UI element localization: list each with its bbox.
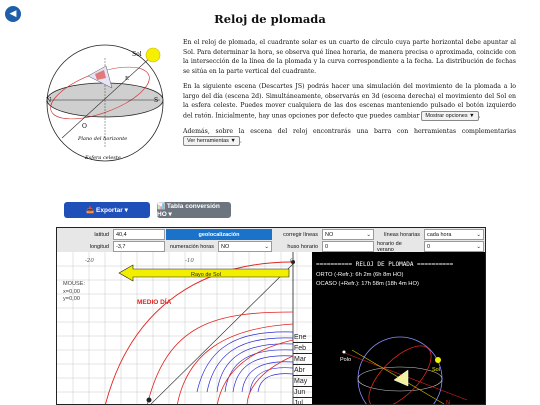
chevron-down-icon: ⌄ bbox=[476, 243, 481, 250]
show-tools-button[interactable]: Ver herramientas ▼ bbox=[183, 136, 240, 146]
scene-2d[interactable] bbox=[57, 252, 312, 405]
tick-neg10: -10 bbox=[185, 258, 194, 264]
month-label: Feb bbox=[293, 344, 313, 354]
sun-icon bbox=[146, 48, 160, 62]
month-label: May bbox=[293, 377, 313, 387]
longitude-label: longitud bbox=[89, 243, 109, 250]
month-label: Jul bbox=[293, 399, 313, 405]
month-label: Jun bbox=[293, 388, 313, 398]
latitude-label: latitud bbox=[94, 231, 109, 238]
pole-label: Polo bbox=[340, 357, 352, 363]
plumb-line bbox=[149, 264, 293, 405]
scene-3d[interactable] bbox=[312, 252, 486, 405]
mouse-readout: MOUSE: x=0,00 y=0,00 bbox=[63, 281, 86, 302]
sun-label: Sol bbox=[132, 51, 142, 58]
plumb-bob bbox=[147, 398, 152, 403]
sunrise-readout: ORTO (-Refr.): 6h 2m (6h 8m HO) bbox=[316, 272, 404, 278]
hour-numbering-label: numeración horas bbox=[169, 243, 214, 250]
hour-lines-select[interactable]: cada hora ⌄ bbox=[424, 229, 484, 240]
time-zone-input[interactable]: 0 bbox=[322, 241, 374, 252]
correct-lines-label: corregir líneas bbox=[283, 231, 318, 238]
paragraph-3: Además, sobre la escena del reloj encontrarás una barra con herramientas complementarias Ver herramientas ▼ . bbox=[183, 127, 516, 145]
chevron-down-icon: ⌄ bbox=[264, 243, 269, 250]
dial-3d bbox=[394, 370, 408, 386]
geolocation-button[interactable]: geolocalización bbox=[166, 229, 272, 240]
simulation-scene[interactable] bbox=[56, 227, 486, 405]
hour-numbering-select[interactable]: NO ⌄ bbox=[218, 241, 272, 252]
month-label: Mar bbox=[293, 355, 313, 365]
pole-point bbox=[343, 351, 346, 354]
north-label-3d: N bbox=[446, 400, 450, 405]
noon-label: MEDIO DÍA bbox=[137, 299, 172, 306]
paragraph-1: En el reloj de plomada, el cuadrante solar es un cuarto de círculo cuya parte horizontal debe apuntar al Sol. Para determinar la hora, se observa qué línea horaria, de manera precisa o aproximada, coincide con la intersección de la línea de la plomada y la curva correspondiente a la fecha. La distribución de fechas se sitúa en la parte vertical del cuadrante. bbox=[183, 39, 516, 75]
control-bar bbox=[57, 228, 486, 252]
north-label: N bbox=[46, 97, 52, 104]
tick-0: 0 bbox=[290, 258, 294, 264]
correct-lines-select[interactable]: NO ⌄ bbox=[322, 229, 374, 240]
sphere-label: Esfera celeste bbox=[85, 155, 121, 161]
date-curves bbox=[197, 332, 293, 392]
summer-time-select[interactable]: 0 ⌄ bbox=[424, 241, 484, 252]
paragraph-2: En la siguiente escena (Descartes JS) podrás hacer una simulación del movimiento de la plomada a lo largo del día (escena 2d). Simultáneamente, observarás en 3d (escena derecha) el movimiento del Sol en la esfera celeste. Puedes mover cualquiera de las dos escenas manteniendo pulsado el botón izquierdo del ratón. Inicialmente, hay unas opciones por defecto que puedes cambiar Mostrar opciones ▼ . bbox=[183, 83, 516, 119]
arrow-left-icon: ◀ bbox=[9, 9, 17, 19]
summer-time-label: horario de verano bbox=[377, 240, 402, 253]
chevron-down-icon: ⌄ bbox=[366, 231, 371, 238]
description-text bbox=[183, 38, 516, 152]
east-label: E bbox=[125, 76, 130, 82]
show-options-button[interactable]: Mostrar opciones ▼ bbox=[421, 111, 478, 121]
west-label: O bbox=[82, 123, 87, 130]
sun-label-3d: Sol bbox=[432, 367, 440, 373]
hour-lines-label: líneas horarias bbox=[383, 231, 420, 238]
ray-label: Rayo de Sol bbox=[191, 272, 221, 278]
celestial-sphere-3d bbox=[358, 337, 442, 405]
month-label: Ene bbox=[293, 333, 313, 343]
horizon-label: Plano del horizonte bbox=[78, 136, 128, 142]
export-button[interactable]: 📥 Exportar ▾ bbox=[64, 202, 150, 218]
south-label: S bbox=[154, 97, 159, 104]
chevron-down-icon: ⌄ bbox=[476, 231, 481, 238]
sun-icon bbox=[435, 357, 441, 363]
conversion-table-button[interactable]: 📊 Tabla conversión HO ▾ bbox=[157, 202, 231, 218]
latitude-input[interactable]: 40,4 bbox=[113, 229, 165, 240]
scene3d-title: ========== RELOJ DE PLOMADA ========== bbox=[316, 261, 454, 268]
celestial-sphere-illustration bbox=[40, 38, 180, 168]
sunset-readout: OCASO (+Refr.): 17h 58m (18h 4m HO) bbox=[316, 281, 419, 287]
time-zone-label: huso horario bbox=[287, 243, 318, 250]
page-title: Reloj de plomada bbox=[214, 12, 326, 26]
month-label: Abr bbox=[293, 366, 313, 376]
tick-neg20: -20 bbox=[85, 258, 94, 264]
longitude-input[interactable]: -3,7 bbox=[113, 241, 165, 252]
